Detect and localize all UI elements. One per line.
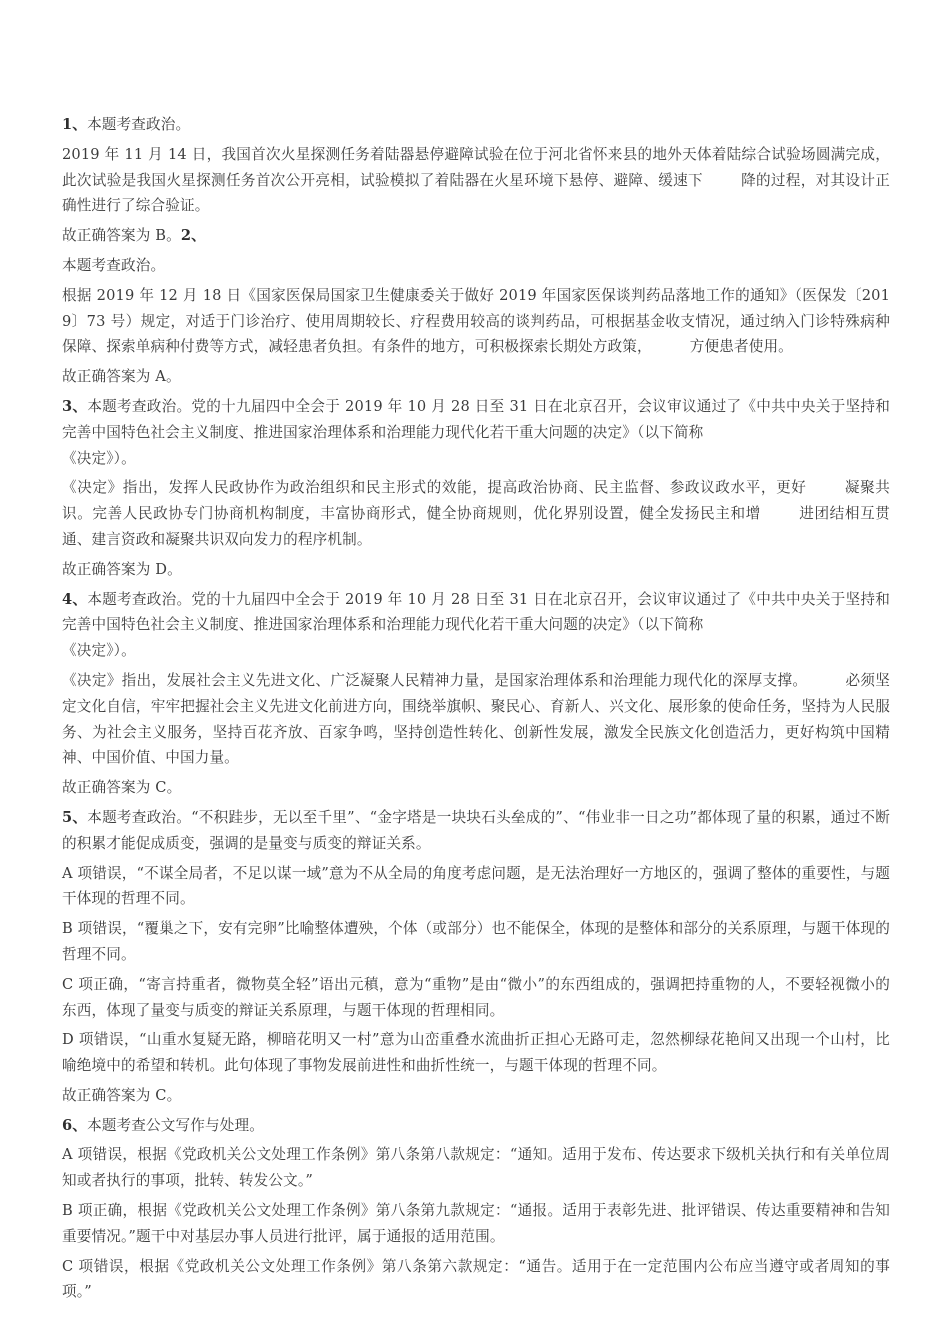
question-6-heading (62, 1113, 890, 1139)
question-1-heading (62, 112, 890, 138)
question-4-heading (62, 587, 890, 639)
question-3-heading (62, 394, 890, 446)
question-3-body-text-cont2: 进团结相互贯通、建言资政和凝聚共识双向发力的程序机制。 (62, 505, 891, 548)
question-2-body-text-cont: 方便患者使用。 (689, 338, 793, 356)
question-5-option-d-text: D 项错误，“山重水复疑无路，柳暗花明又一村”意为山峦重叠水流曲折正担心无路可走，忽然柳绿花艳间又出现一个山村，比喻绝境中的希望和转机。此句体现了事物发展前进性和曲折性统一，与题干体现的哲理不同。 (62, 1031, 890, 1075)
question-6-option-c (62, 1254, 890, 1306)
question-1-answer-text: 故正确答案为 B。 (62, 227, 181, 245)
question-2-answer (62, 364, 890, 390)
question-1-number: 1、 (62, 116, 88, 133)
question-4-body-text: 《决定》指出，发展社会主义先进文化、广泛凝聚人民精神力量，是国家治理体系和治理能力现代化的深厚支撑。 (62, 671, 808, 689)
question-1-heading-text: 本题考查政治。 (87, 116, 191, 133)
question-6-option-a (62, 1142, 890, 1194)
question-4-answer-text: 故正确答案为 C。 (62, 779, 182, 797)
question-2-body-text: 根据 2019 年 12 月 18 日《国家医保局国家卫生健康委关于做好 2019 年国家医保谈判药品落地工作的通知》（医保发〔2019〕73 号）规定，对适于门诊治疗、使用周期较长、疗程费用较高的谈判药品，可根据基金收支情况，通过纳入门诊特殊病种保障、探索单病种付费等方式，减轻患者负担。有条件的地方，可积极探索长期处方政策， (62, 286, 890, 356)
question-4-heading-continuation (62, 638, 890, 664)
question-5-option-a (62, 861, 890, 913)
question-5-option-b-text: B 项错误，“覆巢之下，安有完卵”比喻整体遭殃，个体（或部分）也不能保全，体现的是整体和部分的关系原理，与题干体现的哲理不同。 (62, 920, 890, 963)
question-4-body-text-cont: 必须坚定文化自信，牢牢把握社会主义先进文化前进方向，围绕举旗帜、聚民心、育新人、兴文化、展形象的使命任务，坚持为人民服务、为社会主义服务，坚持百花齐放、百家争鸣，坚持创造性转化、创新性发展，激发全民族文化创造活力，更好构筑中国精神、中国价值、中国力量。 (62, 671, 891, 767)
question-1-body-text-cont: 降的过程，对其设计正确性进行了综合验证。 (62, 171, 890, 215)
question-3-heading-continuation (62, 446, 890, 472)
document-body (62, 112, 890, 1309)
question-5-number: 5、 (62, 808, 88, 826)
question-6-heading-text: 本题考查公文写作与处理。 (87, 1116, 264, 1134)
question-5-option-d (62, 1027, 890, 1079)
question-4-number: 4、 (62, 590, 88, 608)
question-6-option-c-text: C 项错误，根据《党政机关公文处理工作条例》第八条第六款规定：“通告。适用于在一定范围内公布应当遵守或者周知的事项。” (62, 1257, 890, 1301)
question-2-answer-text: 故正确答案为 A。 (62, 368, 181, 386)
question-3-answer (62, 557, 890, 583)
question-5-option-c (62, 972, 890, 1024)
question-3-answer-text: 故正确答案为 D。 (62, 560, 182, 578)
question-3-body (62, 475, 890, 552)
question-5-answer (62, 1083, 890, 1109)
question-5-option-b (62, 916, 890, 968)
question-2-heading (62, 253, 890, 279)
question-3-number: 3、 (62, 397, 88, 415)
question-1-body (62, 142, 890, 219)
question-2-heading-text: 本题考查政治。 (62, 256, 166, 274)
question-2-body (62, 283, 890, 360)
question-2-number: 2、 (180, 227, 206, 245)
question-6-option-b (62, 1198, 890, 1250)
question-3-heading-text: 本题考查政治。党的十九届四中全会于 2019 年 10 月 28 日至 31 日在北京召开，会议审议通过了《中共中央关于坚持和完善中国特色社会主义制度、推进国家治理体系和治理能力现代化若干重大问题的决定》（以下简称 (62, 397, 890, 441)
question-5-heading (62, 805, 890, 857)
question-5-option-a-text: A 项错误，“不谋全局者，不足以谋一域”意为不从全局的角度考虑问题，是无法治理好一方地区的，强调了整体的重要性，与题干体现的哲理不同。 (62, 864, 890, 908)
question-3-body-text: 《决定》指出，发挥人民政协作为政治组织和民主形式的效能，提高政治协商、民主监督、参政议政水平，更好 (62, 479, 807, 497)
question-4-body (62, 668, 890, 771)
question-5-answer-text: 故正确答案为 C。 (62, 1086, 182, 1104)
question-4-heading-text: 本题考查政治。党的十九届四中全会于 2019 年 10 月 28 日至 31 日在北京召开，会议审议通过了《中共中央关于坚持和完善中国特色社会主义制度、推进国家治理体系和治理能力现代化若干重大问题的决定》（以下简称 (62, 590, 890, 634)
question-1-answer (62, 223, 890, 249)
question-3-continuation-text: 《决定》）。 (62, 449, 136, 467)
question-1-body-text: 2019 年 11 月 14 日，我国首次火星探测任务着陆器悬停避障试验在位于河北省怀来县的地外天体着陆综合试验场圆满完成，此次试验是我国火星探测任务首次公开亮相，试验模拟了着陆器在火星环境下悬停、避障、缓速下 (62, 145, 890, 189)
question-5-option-c-text: C 项正确，“寄言持重者，微物莫全轻”语出元稹，意为“重物”是由“微小”的东西组成的，强调把持重物的人，不要轻视微小的东西，体现了量变与质变的辩证关系原理，与题干体现的哲理相同。 (62, 975, 890, 1019)
question-6-number: 6、 (62, 1116, 88, 1134)
question-4-continuation-text: 《决定》）。 (62, 642, 136, 660)
question-6-option-a-text: A 项错误，根据《党政机关公文处理工作条例》第八条第八款规定：“通知。适用于发布、传达要求下级机关执行和有关单位周知或者执行的事项，批转、转发公文。” (62, 1146, 890, 1190)
question-3-body-text-cont1: 凝聚共识。完善人民政协专门协商机构制度，丰富协商形式，健全协商规则，优化界别设置，健全发扬民主和增 (62, 479, 891, 523)
question-5-heading-text: 本题考查政治。“不积跬步，无以至千里”、“金字塔是一块块石头垒成的”、“伟业非一日之功”都体现了量的积累，通过不断的积累才能促成质变，强调的是量变与质变的辩证关系。 (62, 808, 890, 852)
question-4-answer (62, 775, 890, 801)
question-6-option-b-text: B 项正确，根据《党政机关公文处理工作条例》第八条第九款规定：“通报。适用于表彰先进、批评错误、传达重要精神和告知重要情况。”题干中对基层办事人员进行批评，属于通报的适用范围。 (62, 1202, 890, 1245)
